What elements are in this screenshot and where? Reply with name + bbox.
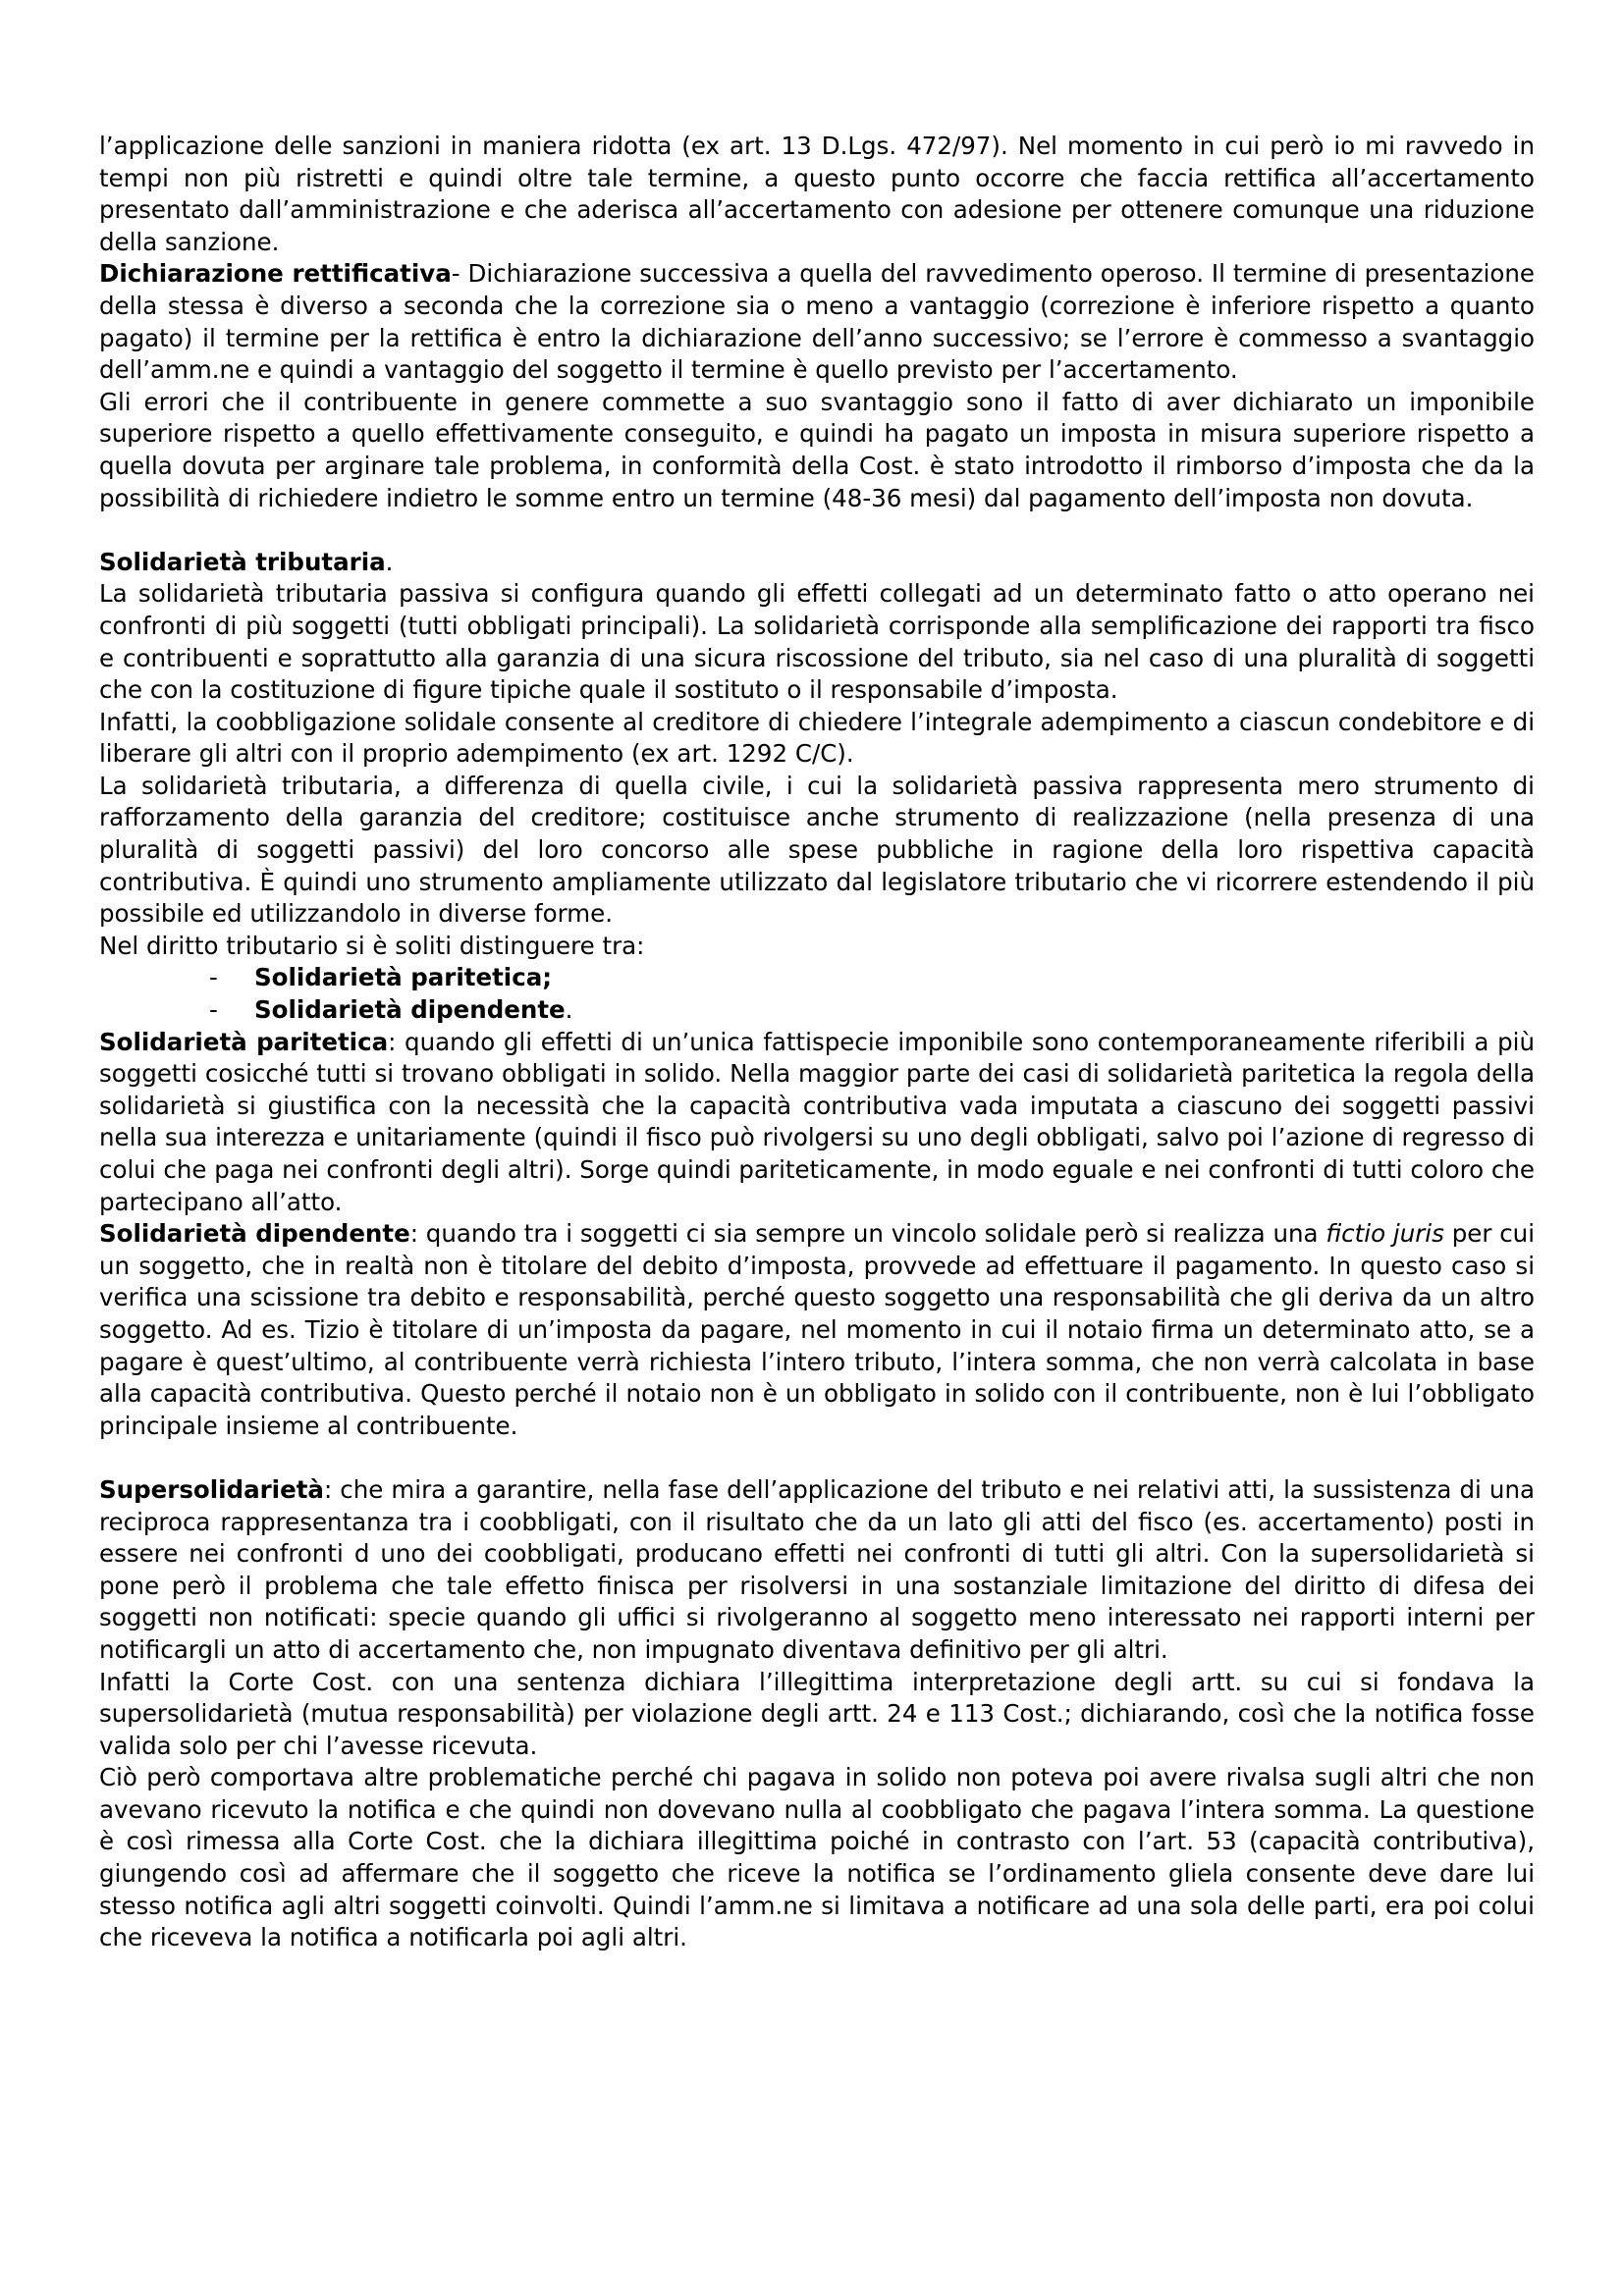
solidarieta-types-list: [99, 962, 1535, 1026]
paragraph-solidarieta-dipendente: [99, 1218, 1535, 1442]
paragraph-text: : che mira a garantire, nella fase dell’applicazione del tributo e nei relativi atti, la sussistenza di una reciproca rappresentanza tra i coobbligati, con il risultato che da un lato gli atti del fisco (es. accertamento) posti in essere nei confronti d uno dei coobbligati, producano effetti nei confronti di tutti gli altri. Con la supersolidarietà si pone però il problema che tale effetto finisca per risolversi in una sostanziale limitazione del diritto di difesa dei soggetti non notificati: specie quando gli uffici si rivolgeranno al soggetto meno interessato nei rapporti interni per notificargli un atto di accertamento che, non impugnato diventava definitivo per gli altri.: [99, 1474, 1535, 1664]
paragraph-text: : quando tra i soggetti ci sia sempre un vincolo solidale però si realizza una: [409, 1219, 1326, 1249]
paragraph-ravvedimento: l’applicazione delle sanzioni in maniera ridotta (ex art. 13 D.Lgs. 472/97). Nel momento in cui però io mi ravvedo in tempi non più ristretti e quindi oltre tale termine, a questo punto occorre che faccia rettifica all’accertamento presentato dall’amministrazione e che aderisca all’accertamento con adesione per ottenere comunque una riduzione della sanzione.: [99, 132, 1535, 256]
term-dichiarazione-rettificativa: Dichiarazione rettificativa: [99, 259, 452, 289]
list-item-text: Solidarietà dipendente: [254, 995, 566, 1025]
paragraph-coobbligazione: Infatti, la coobbligazione solidale consente al creditore di chiedere l’integrale adempimento a ciascun condebitore e di liberare gli altri con il proprio adempimento (ex art. 1292 C/C).: [99, 707, 1535, 769]
list-item: [99, 962, 1535, 994]
paragraph-text: - Dichiarazione successiva a quella del ravvedimento operoso. Il termine di presentazione della stessa è diverso a seconda che la correzione sia o meno a vantaggio (correzione è inferiore rispetto a quanto pagato) il termine per la rettifica è entro la dichiarazione dell’anno successivo; se l’errore è commesso a svantaggio dell’amm.ne e quindi a vantaggio del soggetto il termine è quello previsto per l’accertamento.: [99, 259, 1535, 385]
list-item-tail: .: [565, 995, 573, 1025]
blank-line: [99, 1442, 1535, 1474]
heading-period: .: [385, 547, 394, 576]
paragraph-supersolidarieta: [99, 1474, 1535, 1667]
blank-line: [99, 514, 1535, 547]
list-item-text: Solidarietà paritetica;: [254, 963, 553, 992]
paragraph-distinguere: Nel diritto tributario si è soliti distinguere tra:: [99, 931, 645, 960]
heading-text: Solidarietà tributaria: [99, 547, 386, 576]
list-item: [99, 994, 1535, 1027]
paragraph-solidarieta-civile: La solidarietà tributaria, a differenza di quella civile, i cui la solidarietà passiva rappresenta mero strumento di rafforzamento della garanzia del creditore; costituisce anche strumento di realizzazione (nella presenza di una pluralità di soggetti passivi) del loro concorso alle spese pubbliche in ragione della loro rispettiva capacità contributiva. È quindi uno strumento ampliamente utilizzato dal legislatore tributario che vi ricorrere estendendo il più possibile ed utilizzandolo in diverse forme.: [99, 771, 1535, 929]
term-solidarieta-paritetica: Solidarietà paritetica: [99, 1027, 389, 1056]
term-supersolidarieta: Supersolidarietà: [99, 1474, 324, 1504]
italic-fictio-juris: fictio juris: [1325, 1219, 1444, 1249]
dash-bullet: -: [209, 995, 218, 1025]
document-page: [99, 131, 1535, 1954]
heading-solidarieta-tributaria: [99, 547, 1535, 579]
paragraph-errori-contribuente: Gli errori che il contribuente in genere commette a suo svantaggio sono il fatto di aver dichiarato un imponibile superiore rispetto a quello effettivamente conseguito, e quindi ha pagato un imposta in misura superiore rispetto a quella dovuta per arginare tale problema, in conformità della Cost. è stato introdotto il rimborso d’imposta che da la possibilità di richiedere indietro le somme entro un termine (48-36 mesi) dal pagamento dell’imposta non dovuta.: [99, 387, 1535, 512]
paragraph-solidarieta-passiva: La solidarietà tributaria passiva si configura quando gli effetti collegati ad un determinato fatto o atto operano nei confronti di più soggetti (tutti obbligati principali). La solidarietà corrisponde alla semplificazione dei rapporti tra fisco e contribuenti e soprattutto alla garanzia di una sicura riscossione del tributo, sia nel caso di una pluralità di soggetti che con la costituzione di figure tipiche quale il sostituto o il responsabile d’imposta.: [99, 579, 1535, 705]
dash-bullet: -: [209, 963, 218, 992]
paragraph-corte-cost: Infatti la Corte Cost. con una sentenza dichiara l’illegittima interpretazione degli artt. su cui si fondava la supersolidarietà (mutua responsabilità) per violazione degli artt. 24 e 113 Cost.; dichiarando, così che la notifica fosse valida solo per chi l’avesse ricevuta.: [99, 1667, 1535, 1760]
term-solidarieta-dipendente: Solidarietà dipendente: [99, 1219, 410, 1249]
paragraph-solidarieta-paritetica: [99, 1027, 1535, 1219]
paragraph-dichiarazione-rettificativa: [99, 258, 1535, 386]
paragraph-problematiche: Ciò però comportava altre problematiche perché chi pagava in solido non poteva poi avere rivalsa sugli altri che non avevano ricevuto la notifica e che quindi non dovevano nulla al coobbligato che pagava l’intera somma. La questione è così rimessa alla Corte Cost. che la dichiara illegittima poiché in contrasto con l’art. 53 (capacità contributiva), giungendo così ad affermare che il soggetto che riceve la notifica se l’ordinamento gliela consente deve dare lui stesso notifica agli altri soggetti coinvolti. Quindi l’amm.ne si limitava a notificare ad una sola delle parti, era poi colui che riceveva la notifica a notificarla poi agli altri.: [99, 1763, 1535, 1952]
paragraph-text: : quando gli effetti di un’unica fattispecie imponibile sono contemporaneamente riferibili a più soggetti cosicché tutti si trovano obbligati in solido. Nella maggior parte dei casi di solidarietà paritetica la regola della solidarietà si giustifica con la necessità che la capacità contributiva vada imputata a ciascuno dei soggetti passivi nella sua interezza e unitariamente (quindi il fisco può rivolgersi su uno degli obbligati, salvo poi l’azione di regresso di colui che paga nei confronti degli altri). Sorge quindi pariteticamente, in modo eguale e nei confronti di tutti coloro che partecipano all’atto.: [99, 1027, 1535, 1216]
paragraph-text: per cui un soggetto, che in realtà non è titolare del debito d’imposta, provvede ad effettuare il pagamento. In questo caso si verifica una scissione tra debito e responsabilità, perché questo soggetto una responsabilità che gli deriva da un altro soggetto. Ad es. Tizio è titolare di un’imposta da pagare, nel momento in cui il notaio firma un determinato atto, se a pagare è quest’ultimo, al contribuente verrà richiesta l’intero tributo, l’intera somma, che non verrà calcolata in base alla capacità contributiva. Questo perché il notaio non è un obbligato in solido con il contribuente, non è lui l’obbligato principale insieme al contribuente.: [99, 1219, 1536, 1440]
